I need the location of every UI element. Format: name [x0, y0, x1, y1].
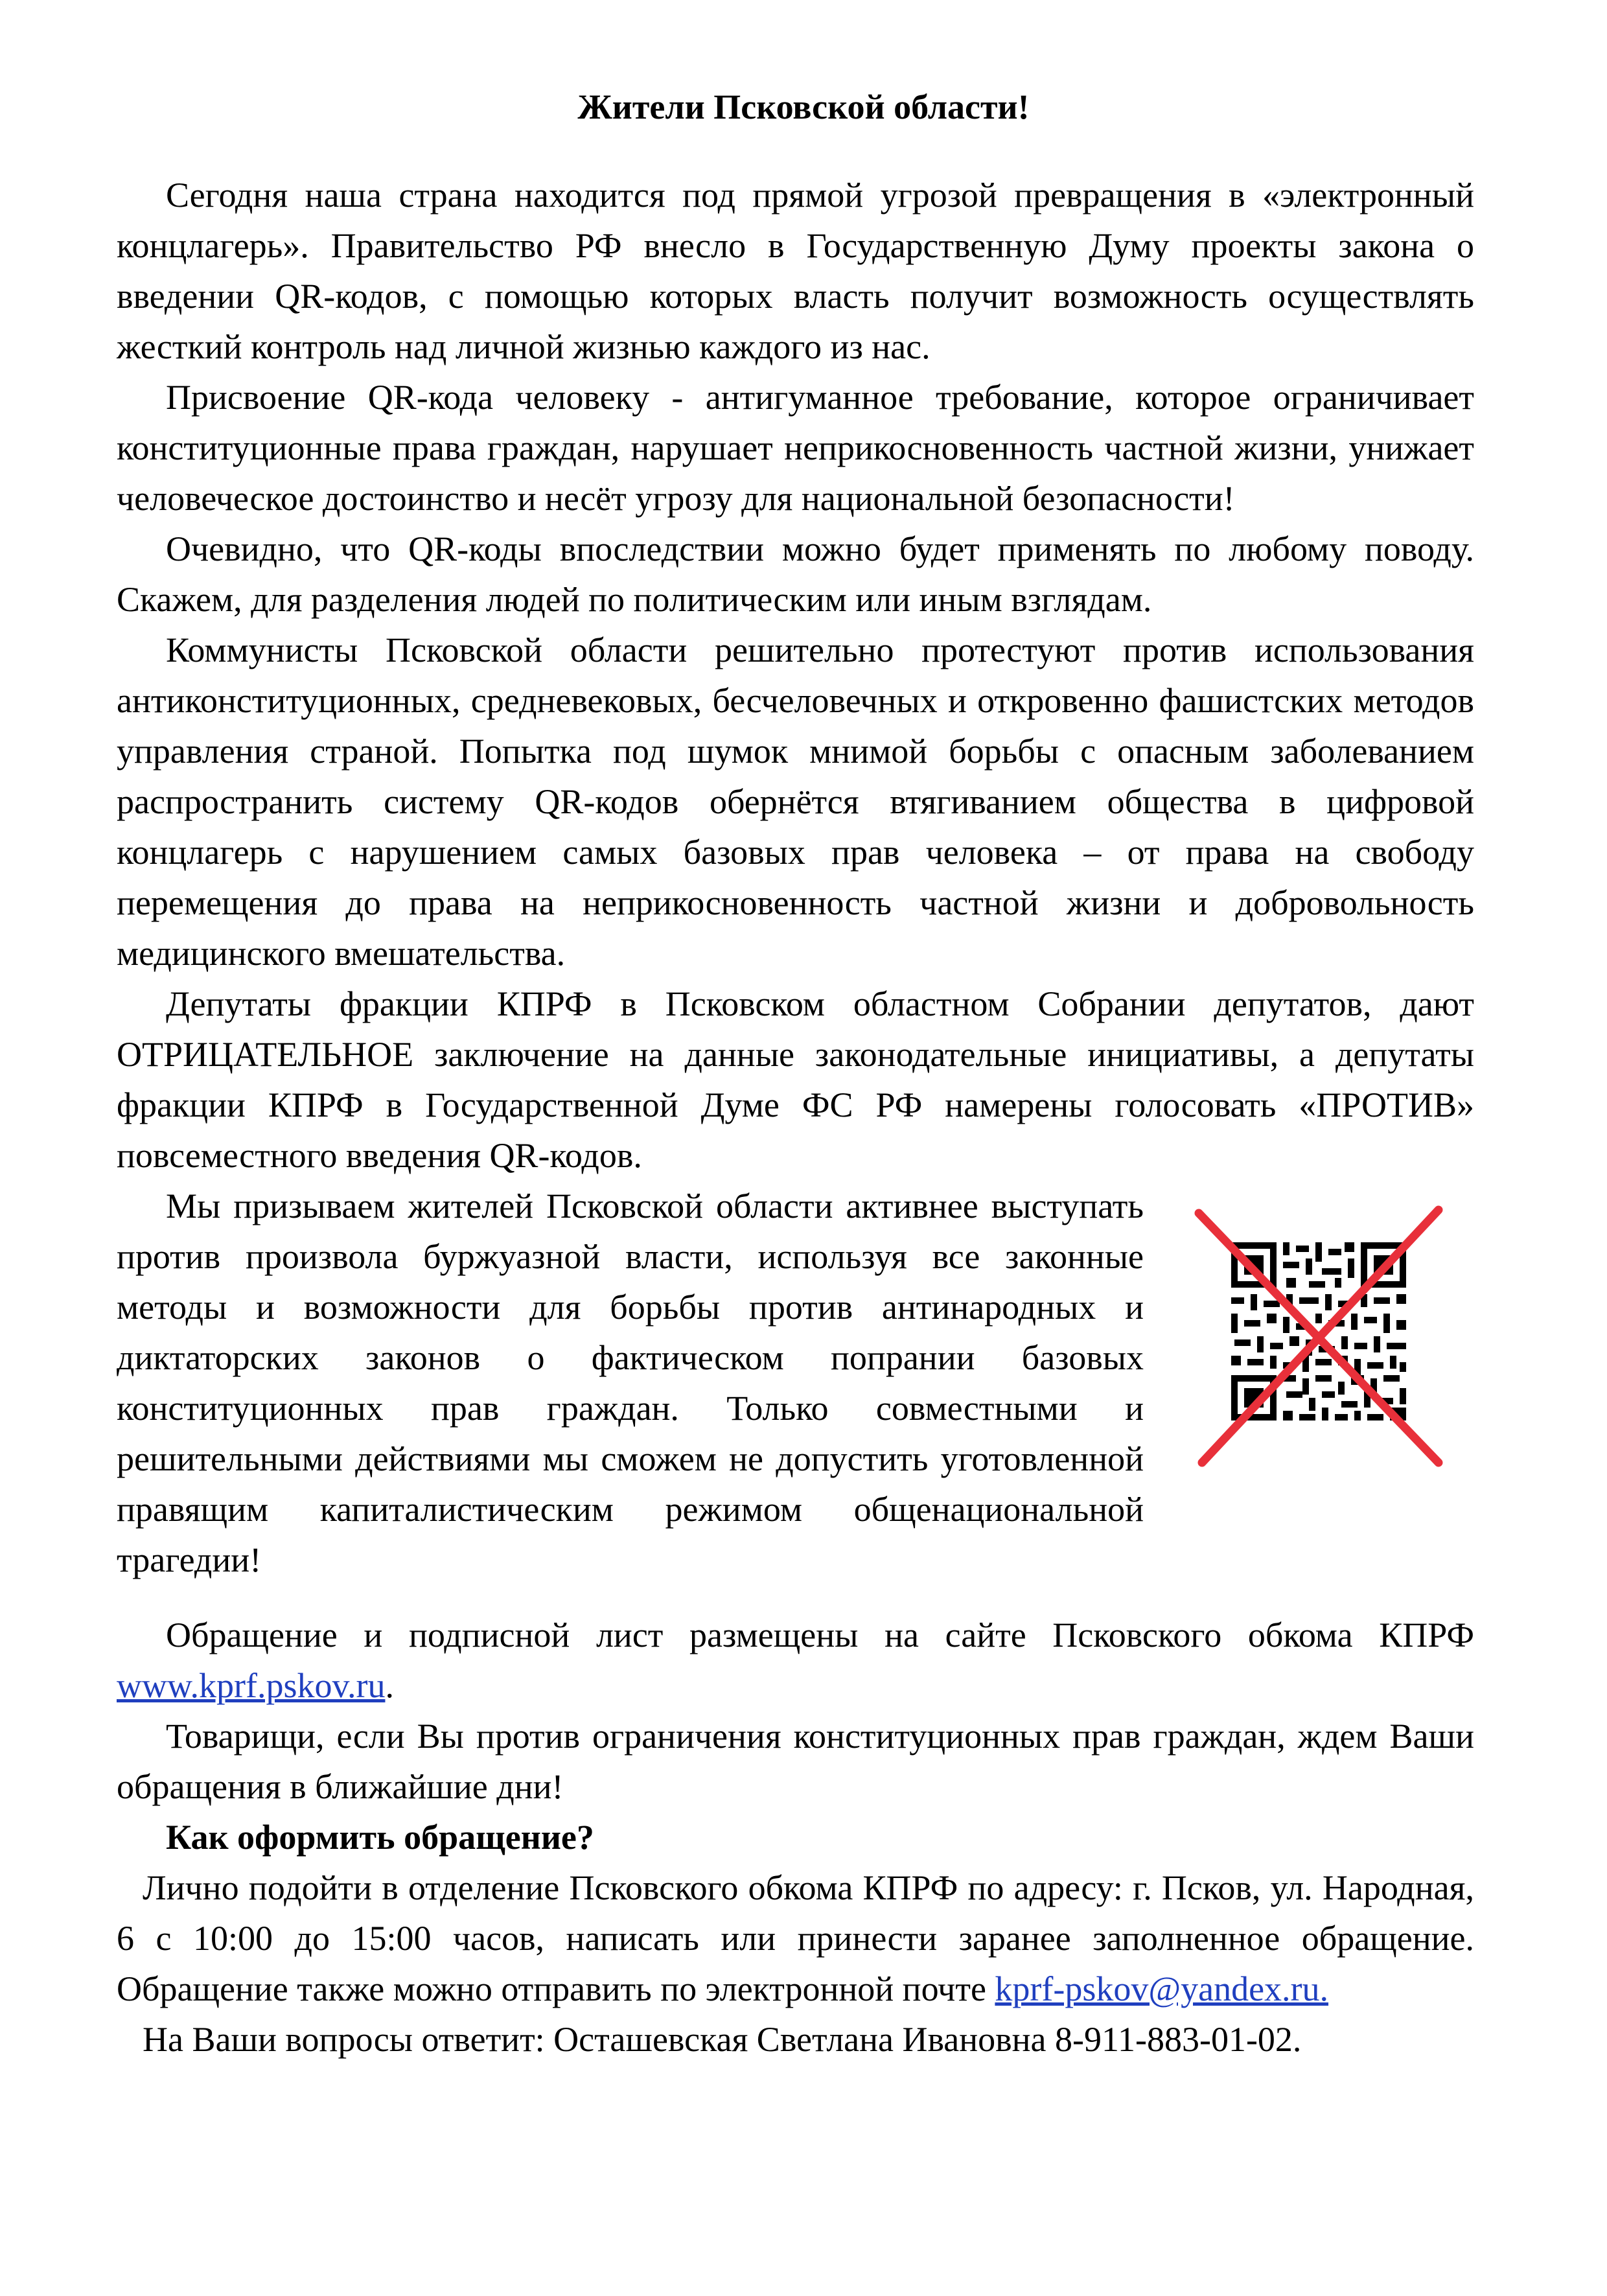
- site-link-period: .: [385, 1666, 394, 1705]
- appeal-column: [117, 1181, 1144, 1585]
- paragraph-8: Товарищи, если Вы против ограничения конституционных прав граждан, ждем Ваши обращения в ближайшие дни!: [117, 1717, 1474, 1806]
- paragraph-4: Коммунисты Псковской области решительно протестуют против использования антиконституционных, средневековых, бесчеловечных и откровенно фашистских методов управления страной. Попытка под шумок мнимой борьбы с опасным заболеванием распространить систему QR-кодов обернётся втягиванием общества в цифровой концлагерь с нарушением самых базовых прав человека – от права на свободу перемещения до права на неприкосновенность частной жизни и добровольность медицинского вмешательства.: [117, 631, 1474, 973]
- site-text: Обращение и подписной лист размещены на сайте Псковского обкома КПРФ: [166, 1616, 1474, 1654]
- crossed-out-qr-code-icon: [1179, 1194, 1458, 1479]
- howto-text: Лично подойти в отделение Псковского обкома КПРФ по адресу: г. Псков, ул. Народная, 6 с 10:00 до 15:00 часов, написать или принести заранее заполненное обращение. Обращение также можно отправить по электронной почте: [117, 1868, 1474, 2008]
- email-link[interactable]: kprf-pskov@yandex.ru.: [995, 1969, 1329, 2008]
- spacer: [117, 1585, 1474, 1610]
- paragraph-7: [117, 1610, 1474, 1711]
- site-link[interactable]: www.kprf.pskov.ru: [117, 1666, 386, 1705]
- paragraph-6: Мы призываем жителей Псковской области активнее выступать против произвола буржуазной власти, используя все законные методы и возможности для борьбы против антинародных и диктаторских законов о фактическом попрании базовых конституционных прав граждан. Только совместными и решительными действиями мы сможем не допустить уготовленной правящим капиталистическим режимом общенациональной трагедии!: [117, 1187, 1144, 1579]
- appeal-with-qr: [117, 1181, 1474, 1585]
- page-title: Жители Псковской области!: [577, 87, 1030, 126]
- howto-paragraph: [117, 1862, 1474, 2014]
- contact-line: На Ваши вопросы ответит: Осташевская Светлана Ивановна 8-911-883-01-02.: [143, 2020, 1302, 2059]
- paragraph-5: Депутаты фракции КПРФ в Псковском областном Собрании депутатов, дают ОТРИЦАТЕЛЬНОЕ заключение на данные законодательные инициативы, а депутаты фракции КПРФ в Государственной Думе ФС РФ намерены голосовать «ПРОТИВ» повсеместного введения QR-кодов.: [117, 984, 1474, 1175]
- paragraph-1: Сегодня наша страна находится под прямой угрозой превращения в «электронный концлагерь». Правительство РФ внесло в Государственную Думу проекты закона о введении QR-кодов, с помощью которых власть получит возможность осуществлять жесткий контроль над личной жизнью каждого из нас.: [117, 176, 1474, 366]
- document-body: [117, 170, 1474, 2065]
- paragraph-3: Очевидно, что QR-коды впоследствии можно будет применять по любому поводу. Скажем, для разделения людей по политическим или иным взглядам.: [117, 529, 1474, 619]
- paragraph-2: Присвоение QR-кода человеку - антигуманное требование, которое ограничивает конституционные права граждан, нарушает неприкосновенность частной жизни, унижает человеческое достоинство и несёт угрозу для национальной безопасности!: [117, 378, 1474, 518]
- howto-title: Как оформить обращение?: [166, 1818, 594, 1857]
